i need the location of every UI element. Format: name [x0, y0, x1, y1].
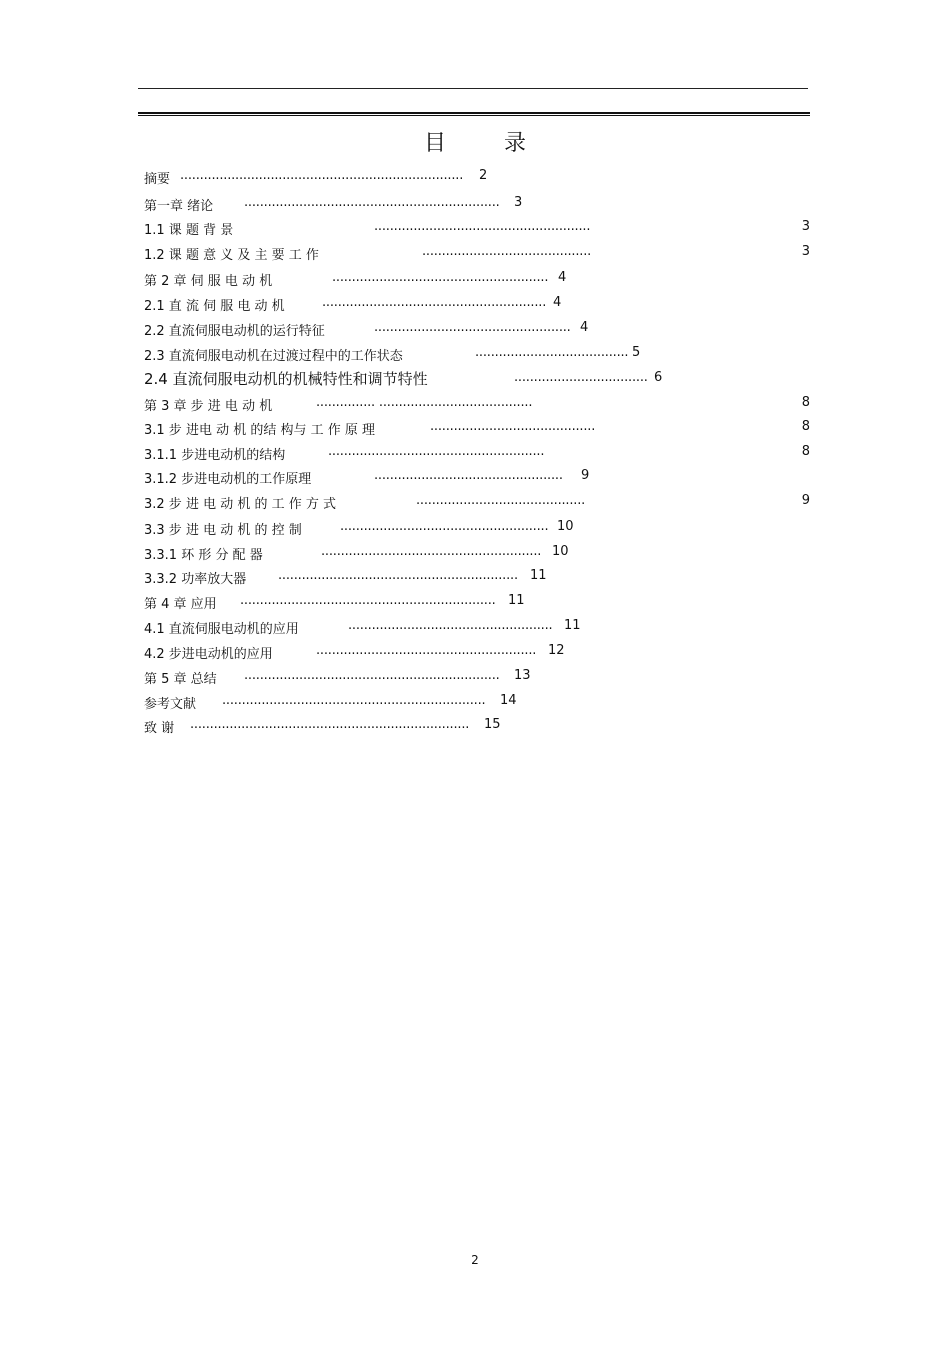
toc-entry-page: 10 — [552, 544, 569, 559]
toc-entry-text: 3.1.1 步进电动机的结构 — [144, 448, 286, 463]
toc-entry[interactable] — [144, 593, 810, 613]
toc-entry-dots: ........................................................ — [321, 544, 542, 559]
toc-entry[interactable] — [144, 643, 810, 663]
toc-entry[interactable] — [144, 693, 810, 713]
toc-entry-dots: ............... ....................................... — [316, 395, 533, 410]
toc-entry-text: 第 4 章 应用 — [144, 597, 217, 612]
toc-entry-text: 1.2 课 题 意 义 及 主 要 工 作 — [144, 248, 319, 263]
toc-entry[interactable] — [144, 345, 810, 365]
toc-entry-dots: ................................................................. — [244, 195, 500, 210]
toc-entry-dots: .......................................... — [430, 419, 596, 434]
toc-entry-text: 3.1 步 进电 动 机 的结 构与 工 作 原 理 — [144, 423, 375, 438]
toc-entry-text: 2.4 直流伺服电动机的机械特性和调节特性 — [144, 370, 428, 388]
toc-entry-dots: .................................. — [514, 370, 648, 385]
toc-entry-dots: ....................................... — [475, 345, 629, 360]
toc-entry-text: 3.3.1 环 形 分 配 器 — [144, 548, 263, 563]
toc-entry-dots: ................................................................. — [240, 593, 496, 608]
toc-entry-page: 11 — [530, 568, 547, 583]
toc-entry-dots: .................................................. — [374, 320, 571, 335]
toc-entry-page: 15 — [484, 717, 501, 732]
toc-entry-text: 3.3 步 进 电 动 机 的 控 制 — [144, 523, 302, 538]
toc-entry[interactable] — [144, 468, 810, 488]
toc-entry-text: 3.2 步 进 电 动 机 的 工 作 方 式 — [144, 497, 336, 512]
toc-entry-dots: ............................................................. — [278, 568, 518, 583]
toc-entry-dots: .................................................... — [348, 618, 553, 633]
toc-entry-dots: ........................................................ — [316, 643, 537, 658]
toc-entry-page: 3 — [801, 219, 810, 234]
toc-entry-dots: ....................................................... — [374, 219, 591, 234]
toc-entry-text: 致 谢 — [144, 721, 175, 736]
toc-entry-dots: ................................................................... — [222, 693, 486, 708]
toc-entry[interactable] — [144, 168, 810, 188]
toc-entry-page: 4 — [553, 295, 562, 310]
toc-entry-page: 13 — [514, 668, 531, 683]
toc-entry-dots: ........................................... — [422, 244, 592, 259]
toc-title-left: 目 — [423, 131, 446, 156]
toc-entry-dots: ....................................................... — [332, 270, 549, 285]
toc-entry[interactable] — [144, 618, 810, 638]
toc-entry[interactable] — [144, 568, 810, 588]
toc-entry[interactable] — [144, 195, 810, 215]
toc-entry-page: 8 — [801, 419, 810, 434]
toc-entry-page: 3 — [801, 244, 810, 259]
toc-entry-text: 参考文献 — [144, 697, 197, 712]
toc-entry-text: 摘要 — [144, 172, 171, 187]
toc-entry[interactable] — [144, 419, 810, 439]
toc-entry-text: 3.1.2 步进电动机的工作原理 — [144, 472, 312, 487]
toc-title — [0, 126, 950, 157]
toc-entry-text: 第 3 章 步 进 电 动 机 — [144, 399, 273, 414]
toc-entry-dots: ................................................ — [374, 468, 563, 483]
toc-entry-page: 9 — [801, 493, 810, 508]
toc-entry[interactable] — [144, 219, 810, 239]
toc-entry[interactable] — [144, 270, 810, 290]
toc-entry-text: 1.1 课 题 背 景 — [144, 223, 234, 238]
double-rule — [138, 112, 810, 116]
toc-entry-page: 4 — [580, 320, 589, 335]
toc-entry-text: 4.1 直流伺服电动机的应用 — [144, 622, 299, 637]
toc-entry-text: 第一章 绪论 — [144, 199, 214, 214]
toc-entry[interactable] — [144, 717, 810, 737]
header-rule — [138, 88, 808, 89]
toc-entry-text: 2.1 直 流 伺 服 电 动 机 — [144, 299, 285, 314]
toc-entry-page: 4 — [558, 270, 567, 285]
toc-entry[interactable] — [144, 320, 810, 340]
toc-entry[interactable] — [144, 444, 810, 464]
toc-entry-dots: ......................................................... — [322, 295, 547, 310]
toc-entry-page: 11 — [564, 618, 581, 633]
toc-entry-text: 4.2 步进电动机的应用 — [144, 647, 273, 662]
toc-entry[interactable] — [144, 244, 810, 264]
toc-entry-dots: ........................................................................ — [180, 168, 464, 183]
toc-entry[interactable] — [144, 368, 810, 388]
toc-title-right: 录 — [504, 131, 527, 156]
toc-entry-text: 2.3 直流伺服电动机在过渡过程中的工作状态 — [144, 349, 403, 364]
toc-entry-page: 2 — [479, 168, 488, 183]
toc-entry-page: 8 — [801, 395, 810, 410]
toc-entry-page: 3 — [514, 195, 523, 210]
toc-entry-text: 2.2 直流伺服电动机的运行特征 — [144, 324, 325, 339]
toc-entry-text: 3.3.2 功率放大器 — [144, 572, 247, 587]
toc-entry-dots: ................................................................. — [244, 668, 500, 683]
toc-entry-dots: ..................................................... — [340, 519, 549, 534]
toc-entry-page: 11 — [508, 593, 525, 608]
toc-entry-page: 5 — [632, 345, 641, 360]
toc-entry-page: 14 — [500, 693, 517, 708]
toc-entry-text: 第 5 章 总结 — [144, 672, 217, 687]
toc-entry[interactable] — [144, 544, 810, 564]
toc-entry[interactable] — [144, 519, 810, 539]
toc-entry-page: 12 — [548, 643, 565, 658]
toc-entry-dots: ....................................................................... — [190, 717, 470, 732]
toc-entry-page: 6 — [654, 370, 663, 385]
toc-entry[interactable] — [144, 295, 810, 315]
toc-entry[interactable] — [144, 668, 810, 688]
toc-entry-dots: ........................................... — [416, 493, 586, 508]
toc-entry[interactable] — [144, 493, 810, 513]
toc-entry-page: 9 — [581, 468, 590, 483]
toc-entry[interactable] — [144, 395, 810, 415]
toc-entry-page: 10 — [557, 519, 574, 534]
page-number: 2 — [471, 1253, 479, 1267]
toc-entry-page: 8 — [801, 444, 810, 459]
toc-entry-dots: ....................................................... — [328, 444, 545, 459]
toc-entry-text: 第 2 章 伺 服 电 动 机 — [144, 274, 273, 289]
